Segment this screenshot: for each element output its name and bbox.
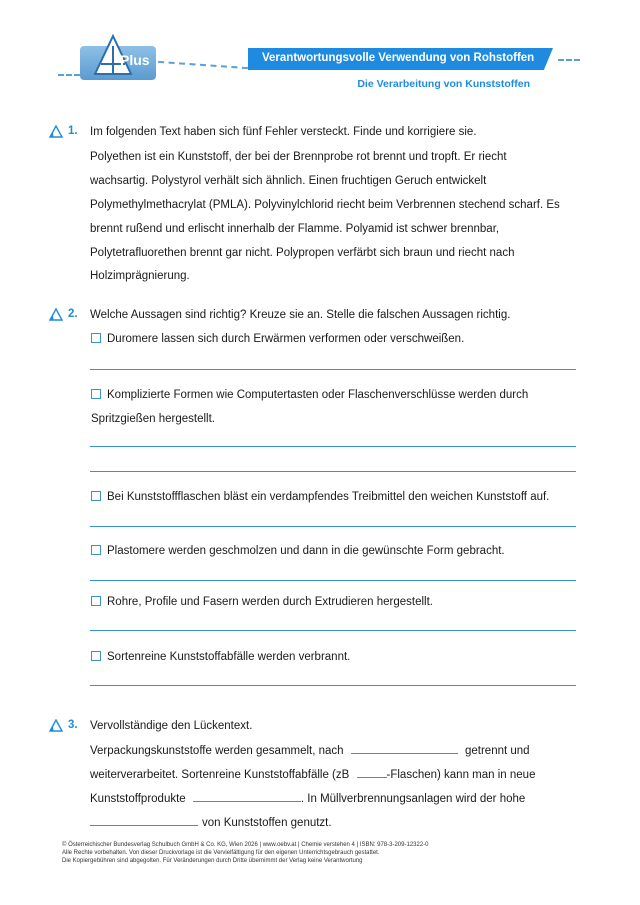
decorative-dash bbox=[158, 61, 248, 69]
statement-text: Rohre, Profile und Fasern werden durch Extrudieren hergestellt. bbox=[107, 596, 434, 608]
statement-item bbox=[91, 388, 528, 402]
page-title: Verantwortungsvolle Verwendung von Rohstoffen bbox=[262, 52, 535, 64]
statement-item bbox=[91, 332, 464, 346]
cloze-text: von Kunststoffen genutzt. bbox=[202, 817, 332, 829]
statement-text: Spritzgießen hergestellt. bbox=[91, 413, 216, 425]
task-text-line: Polytetrafluorethen brennt gar nicht. Polypropen verfärbt sich braun und riecht nach bbox=[90, 247, 515, 259]
checkbox[interactable] bbox=[91, 491, 101, 501]
task-text-line: brennt rußend und erlischt innerhalb der Flamme. Polyamid ist schwer brennbar, bbox=[90, 223, 500, 235]
task-instruction: Vervollständige den Lückentext. bbox=[90, 720, 253, 732]
copyright-line: © Österreichischer Bundesverlag Schulbuch GmbH & Co. KG, Wien 2026 | www.oebv.at | Chemie verstehen 4 | ISBN: 978-3-209-12322-0 bbox=[62, 842, 429, 848]
cloze-text: -Flaschen) kann man in neue bbox=[386, 769, 536, 781]
answer-line[interactable] bbox=[90, 471, 576, 472]
statement-text: Duromere lassen sich durch Erwärmen verformen oder verschweißen. bbox=[107, 333, 465, 345]
copyright-line: Alle Rechte vorbehalten. Von dieser Druckvorlage ist die Vervielfältigung für den eigenen Unterrichtsgebrauch gestattet. bbox=[62, 850, 380, 856]
decorative-dash bbox=[558, 59, 580, 61]
answer-line[interactable] bbox=[90, 446, 576, 447]
cloze-blank[interactable] bbox=[351, 743, 458, 754]
difficulty-triangle-icon bbox=[49, 125, 63, 138]
cloze-text: Kunststoffprodukte bbox=[90, 793, 186, 805]
checkbox[interactable] bbox=[91, 596, 101, 606]
cloze-text: weiterverarbeitet. Sortenreine Kunststoffabfälle (zB bbox=[90, 769, 350, 781]
cloze-blank[interactable] bbox=[357, 767, 387, 778]
statement-item bbox=[91, 544, 505, 558]
statement-text: Plastomere werden geschmolzen und dann in die gewünschte Form gebracht. bbox=[107, 545, 505, 557]
statement-text: Sortenreine Kunststoffabfälle werden verbrannt. bbox=[107, 651, 351, 663]
statement-item bbox=[91, 490, 549, 504]
cloze-line bbox=[90, 791, 525, 806]
statement-item bbox=[91, 595, 433, 609]
task-number: 2. bbox=[68, 308, 78, 320]
logo-label: Plus bbox=[120, 52, 150, 68]
cloze-line bbox=[90, 743, 530, 758]
task-text-line: Holzimprägnierung. bbox=[90, 270, 190, 282]
cloze-line bbox=[90, 815, 332, 830]
task-text-line: Im folgenden Text haben sich fünf Fehler versteckt. Finde und korrigiere sie. bbox=[90, 126, 477, 138]
task-instruction: Welche Aussagen sind richtig? Kreuze sie an. Stelle die falschen Aussagen richtig. bbox=[90, 309, 511, 321]
task-text-line: Polyethen ist ein Kunststoff, der bei der Brennprobe rot brennt und tropft. Er riecht bbox=[90, 151, 507, 163]
answer-line[interactable] bbox=[90, 369, 576, 370]
cloze-text: getrennt und bbox=[464, 745, 530, 757]
task-text-line: wachsartig. Polystyrol verhält sich ähnlich. Einen fruchtigen Geruch entwickelt bbox=[90, 175, 487, 187]
task-text-line: Polymethylmethacrylat (PMLA). Polyvinylchlorid riecht beim Verbrennen stechend scharf. Es bbox=[90, 199, 560, 211]
page-header bbox=[0, 0, 640, 100]
page-subtitle: Die Verarbeitung von Kunststoffen bbox=[357, 78, 530, 90]
difficulty-triangle-icon bbox=[49, 308, 63, 321]
statement-text: Komplizierte Formen wie Computertasten oder Flaschenverschlüsse werden durch bbox=[107, 389, 529, 401]
checkbox[interactable] bbox=[91, 545, 101, 555]
checkbox[interactable] bbox=[91, 333, 101, 343]
statement-text: Bei Kunststoffflaschen bläst ein verdampfendes Treibmittel den weichen Kunststoff auf. bbox=[107, 491, 550, 503]
task-number: 3. bbox=[68, 719, 78, 731]
cloze-text: Verpackungskunststoffe werden gesammelt, nach bbox=[90, 745, 344, 757]
difficulty-triangle-icon bbox=[49, 719, 63, 732]
checkbox[interactable] bbox=[91, 389, 101, 399]
cloze-line bbox=[90, 767, 535, 782]
answer-line[interactable] bbox=[90, 526, 576, 527]
copyright-line: Die Kopiergebühren sind abgegolten. Für Veränderungen durch Dritte übernimmt der Verlag keine Verantwortung bbox=[62, 858, 363, 864]
statement-item bbox=[91, 650, 350, 664]
cloze-blank[interactable] bbox=[90, 815, 198, 826]
answer-line[interactable] bbox=[90, 685, 576, 686]
cloze-blank[interactable] bbox=[193, 791, 301, 802]
cloze-text: . In Müllverbrennungsanlagen wird der hohe bbox=[300, 793, 526, 805]
answer-line[interactable] bbox=[90, 630, 576, 631]
task-number: 1. bbox=[68, 125, 78, 137]
answer-line[interactable] bbox=[90, 580, 576, 581]
checkbox[interactable] bbox=[91, 651, 101, 661]
